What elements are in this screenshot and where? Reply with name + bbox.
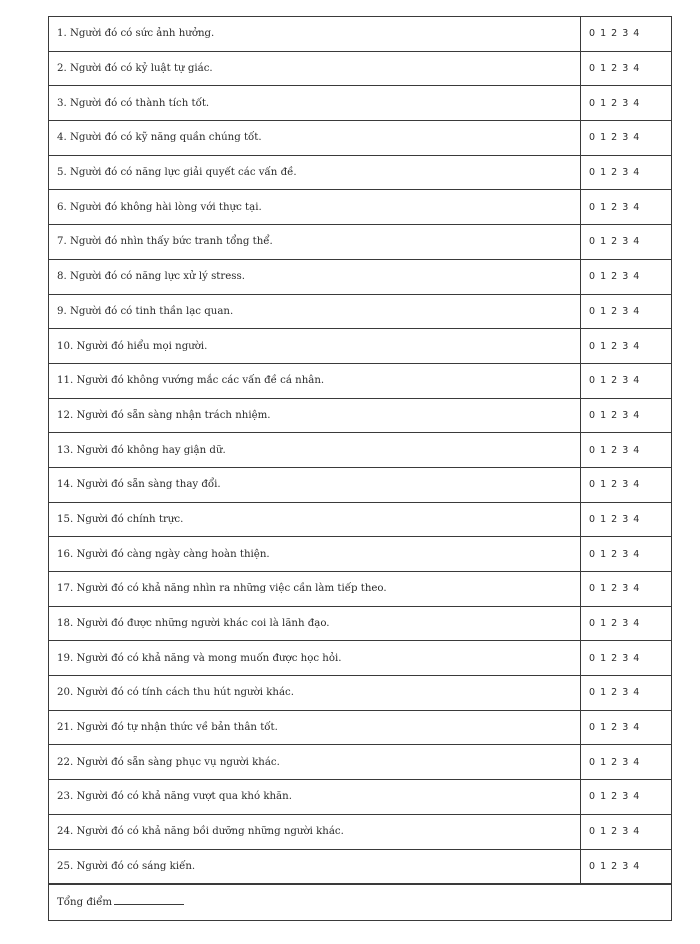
question-row	[48, 16, 672, 51]
question-text: 20. Người đó có tính cách thu hút người khác.	[49, 676, 581, 710]
question-row	[48, 294, 672, 329]
score-scale[interactable]: 0 1 2 3 4	[589, 618, 641, 630]
question-row	[48, 502, 672, 537]
score-scale[interactable]: 0 1 2 3 4	[589, 513, 641, 525]
total-score-row	[48, 883, 672, 921]
score-scale[interactable]: 0 1 2 3 4	[589, 201, 641, 213]
question-text: 12. Người đó sẵn sàng nhận trách nhiệm.	[49, 399, 581, 433]
question-text: 7. Người đó nhìn thấy bức tranh tổng thể.	[49, 225, 581, 259]
question-row	[48, 259, 672, 294]
question-row	[48, 328, 672, 363]
score-scale[interactable]: 0 1 2 3 4	[589, 652, 641, 664]
question-text: 6. Người đó không hài lòng với thực tại.	[49, 190, 581, 224]
question-text: 24. Người đó có khả năng bồi dưỡng những người khác.	[49, 815, 581, 849]
question-text: 1. Người đó có sức ảnh hưởng.	[49, 17, 581, 51]
question-row	[48, 51, 672, 86]
question-row	[48, 571, 672, 606]
question-text: 18. Người đó được những người khác coi là lãnh đạo.	[49, 607, 581, 641]
question-text: 4. Người đó có kỹ năng quần chúng tốt.	[49, 121, 581, 155]
question-text: 5. Người đó có năng lực giải quyết các vấn đề.	[49, 156, 581, 190]
question-text: 23. Người đó có khả năng vượt qua khó khăn.	[49, 780, 581, 814]
score-scale[interactable]: 0 1 2 3 4	[589, 826, 641, 838]
question-text: 8. Người đó có năng lực xử lý stress.	[49, 260, 581, 294]
score-scale[interactable]: 0 1 2 3 4	[589, 63, 641, 75]
question-row	[48, 640, 672, 675]
score-scale[interactable]: 0 1 2 3 4	[589, 791, 641, 803]
score-scale[interactable]: 0 1 2 3 4	[589, 756, 641, 768]
question-text: 11. Người đó không vướng mắc các vấn đề cá nhân.	[49, 364, 581, 398]
total-score-blank	[114, 904, 184, 905]
total-score-label: Tổng điểm	[57, 897, 113, 909]
score-scale[interactable]: 0 1 2 3 4	[589, 97, 641, 109]
question-row	[48, 120, 672, 155]
question-text: 21. Người đó tự nhận thức về bản thân tốt.	[49, 711, 581, 745]
score-scale[interactable]: 0 1 2 3 4	[589, 687, 641, 699]
question-row	[48, 363, 672, 398]
score-scale[interactable]: 0 1 2 3 4	[589, 583, 641, 595]
question-text: 10. Người đó hiểu mọi người.	[49, 329, 581, 363]
question-row	[48, 710, 672, 745]
question-row	[48, 675, 672, 710]
question-row	[48, 744, 672, 779]
question-row	[48, 536, 672, 571]
question-text: 2. Người đó có kỷ luật tự giác.	[49, 52, 581, 86]
score-scale[interactable]: 0 1 2 3 4	[589, 860, 641, 872]
question-text: 9. Người đó có tinh thần lạc quan.	[49, 295, 581, 329]
question-text: 19. Người đó có khả năng và mong muốn được học hỏi.	[49, 641, 581, 675]
score-scale[interactable]: 0 1 2 3 4	[589, 340, 641, 352]
question-text: 3. Người đó có thành tích tốt.	[49, 86, 581, 120]
score-scale[interactable]: 0 1 2 3 4	[589, 28, 641, 40]
score-scale[interactable]: 0 1 2 3 4	[589, 132, 641, 144]
score-scale[interactable]: 0 1 2 3 4	[589, 271, 641, 283]
score-scale[interactable]: 0 1 2 3 4	[589, 409, 641, 421]
question-row	[48, 606, 672, 641]
score-scale[interactable]: 0 1 2 3 4	[589, 722, 641, 734]
question-row	[48, 155, 672, 190]
question-row	[48, 224, 672, 259]
question-row	[48, 849, 672, 884]
score-scale[interactable]: 0 1 2 3 4	[589, 548, 641, 560]
question-row	[48, 432, 672, 467]
question-text: 25. Người đó có sáng kiến.	[49, 850, 581, 884]
score-scale[interactable]: 0 1 2 3 4	[589, 479, 641, 491]
questionnaire-table	[48, 16, 672, 921]
question-row	[48, 398, 672, 433]
question-row	[48, 779, 672, 814]
score-scale[interactable]: 0 1 2 3 4	[589, 167, 641, 179]
question-text: 17. Người đó có khả năng nhìn ra những việc cần làm tiếp theo.	[49, 572, 581, 606]
question-row	[48, 814, 672, 849]
question-row	[48, 467, 672, 502]
score-scale[interactable]: 0 1 2 3 4	[589, 236, 641, 248]
question-text: 16. Người đó càng ngày càng hoàn thiện.	[49, 537, 581, 571]
question-row	[48, 85, 672, 120]
question-text: 15. Người đó chính trực.	[49, 503, 581, 537]
score-scale[interactable]: 0 1 2 3 4	[589, 375, 641, 387]
question-text: 14. Người đó sẵn sàng thay đổi.	[49, 468, 581, 502]
question-row	[48, 189, 672, 224]
question-text: 22. Người đó sẵn sàng phục vụ người khác.	[49, 745, 581, 779]
question-rows	[48, 16, 672, 883]
question-text: 13. Người đó không hay giận dữ.	[49, 433, 581, 467]
score-scale[interactable]: 0 1 2 3 4	[589, 305, 641, 317]
score-scale[interactable]: 0 1 2 3 4	[589, 444, 641, 456]
